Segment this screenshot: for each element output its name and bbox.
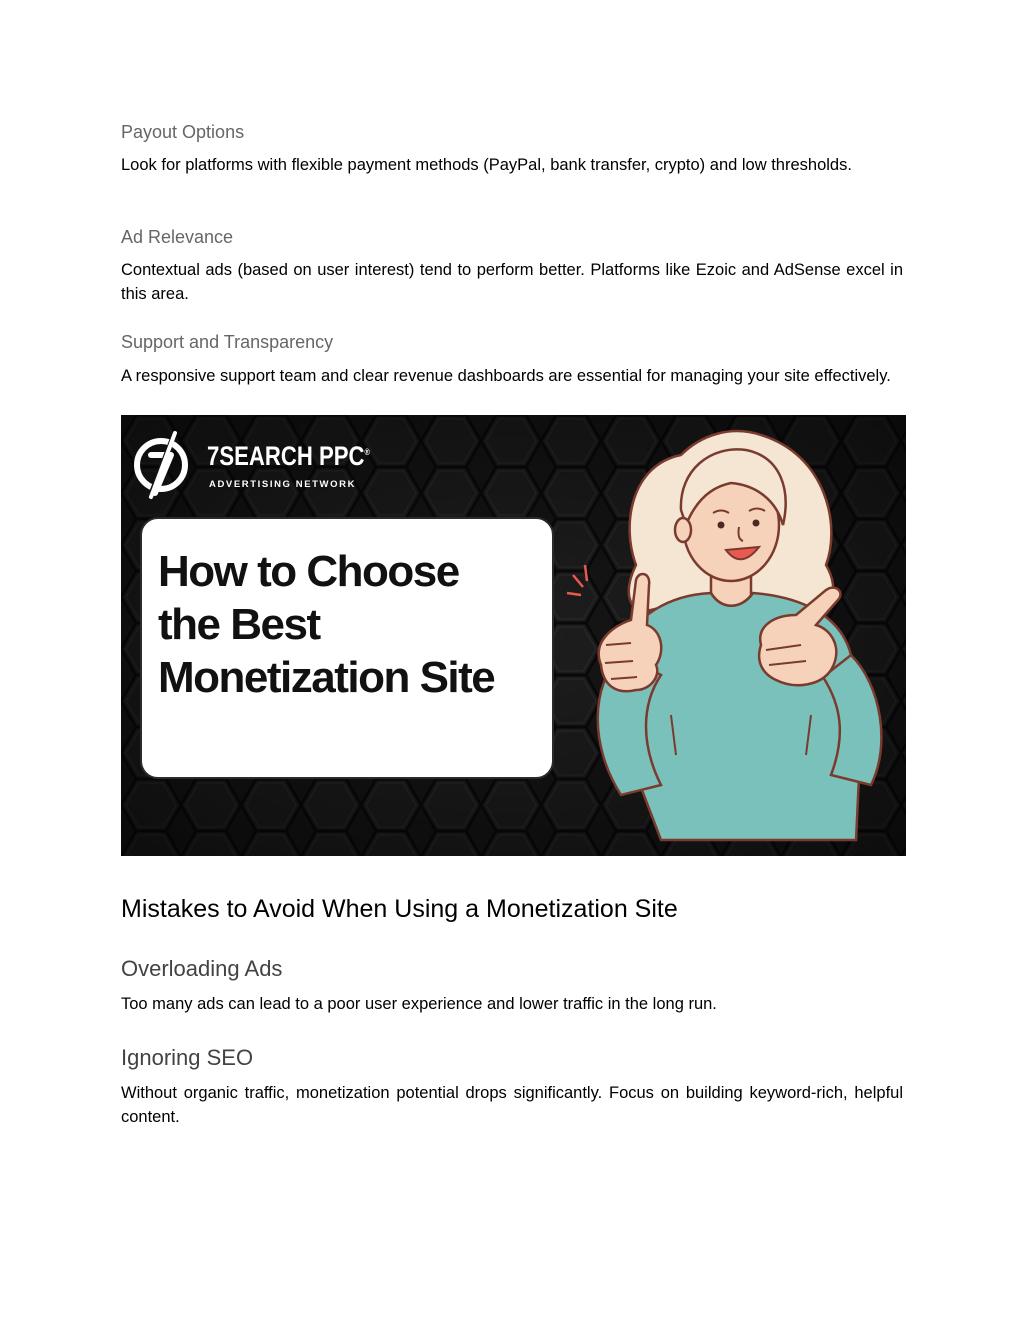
logo-mark-icon — [129, 423, 199, 509]
banner-title-card — [140, 517, 554, 779]
ignoring-seo-heading: Ignoring SEO — [121, 1045, 254, 1070]
overloading-ads-heading: Overloading Ads — [121, 956, 283, 981]
logo-tagline: ADVERTISING NETWORK — [209, 479, 357, 490]
ad-relevance-heading: Ad Relevance — [121, 227, 234, 247]
banner-title-line-3: Monetization Site — [158, 653, 495, 702]
mistakes-heading: Mistakes to Avoid When Using a Monetization Site — [121, 895, 678, 923]
pointing-woman-illustration — [561, 415, 906, 856]
payout-options-text: Look for platforms with flexible payment methods (PayPal, bank transfer, crypto) and low thresholds. — [121, 156, 852, 174]
ignoring-seo-text: Without organic traffic, monetization potential drops significantly. Focus on building keyword-rich, helpful content. — [121, 1084, 903, 1126]
payout-options-heading: Payout Options — [121, 122, 245, 142]
ad-relevance-text: Contextual ads (based on user interest) tend to perform better. Platforms like Ezoic and AdSense excel in this area. — [121, 261, 903, 303]
support-transparency-text: A responsive support team and clear revenue dashboards are essential for managing your site effectively. — [121, 367, 891, 385]
brand-logo — [129, 423, 369, 509]
logo-name: 7SEARCH PPC® — [207, 441, 370, 471]
overloading-ads-text: Too many ads can lead to a poor user experience and lower traffic in the long run. — [121, 995, 717, 1013]
banner-title-line-1: How to Choose — [158, 547, 459, 596]
banner-title-line-2: the Best — [158, 600, 320, 649]
article-banner-image — [121, 415, 906, 856]
support-transparency-heading: Support and Transparency — [121, 332, 334, 352]
